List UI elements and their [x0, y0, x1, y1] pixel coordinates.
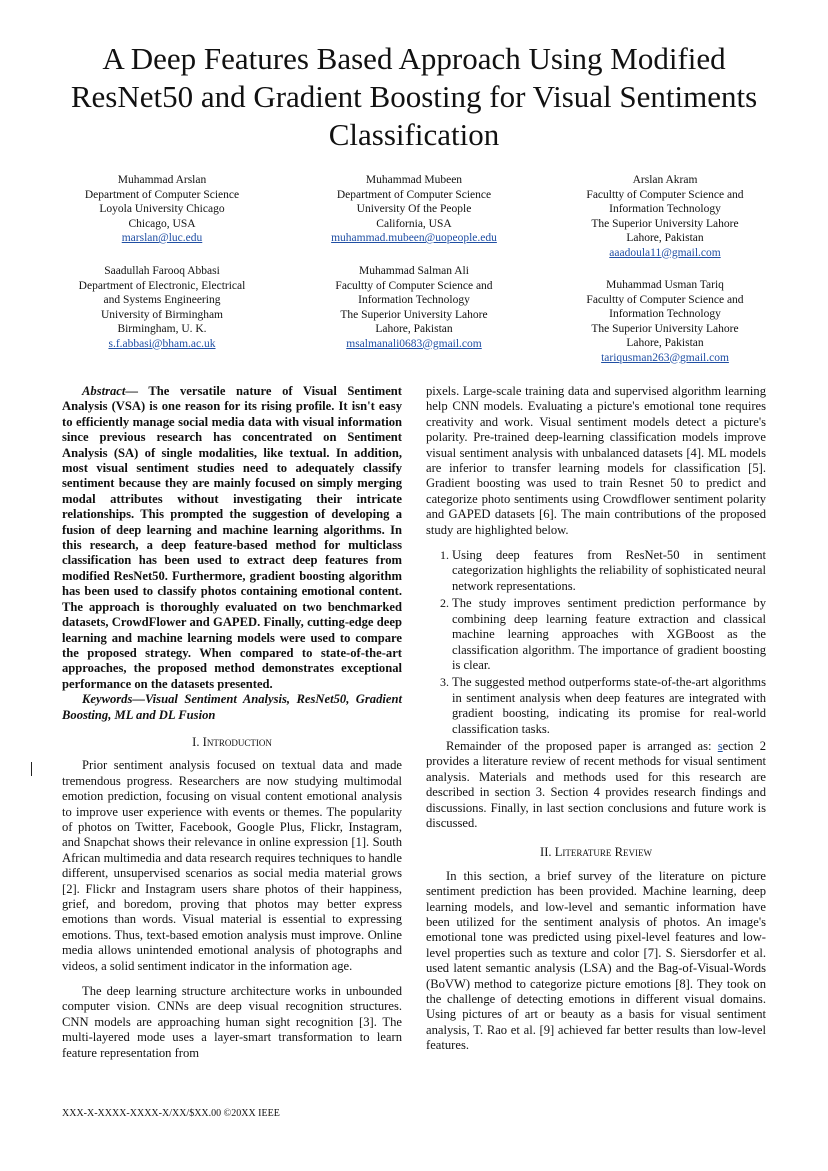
keywords: Keywords—Visual Sentiment Analysis, ResNet50, Gradient Boosting, ML and DL Fusion: [62, 692, 402, 722]
remainder-paragraph: [426, 739, 766, 831]
author-affiliation: Lahore, Pakistan: [375, 323, 453, 335]
author-affiliation: Facultty of Computer Science and: [586, 293, 744, 306]
author-block-6: [545, 278, 785, 365]
paper-title: A Deep Features Based Approach Using Modified ResNet50 and Gradient Boosting for Visual Sentiments Classification: [70, 41, 758, 152]
author-name: Saadullah Farooq Abbasi: [104, 265, 220, 277]
section-title: Literature Review: [554, 845, 652, 860]
author-affiliation: The Superior University Lahore: [591, 217, 739, 230]
intro-paragraph-2-continued: pixels. Large-scale training data and supervised algorithm learning help CNN models. Evaluating a picture's emotional tone requires creativity and work. Visual sentiment models detect a picture's polarity. Pre-trained deep-learning classification models improve visual sentiment analysis with unbalanced datasets [4]. ML models are inferior to transfer learning models for classification [5]. Gradient boosting was used to train Resnet 50 to predict and categorize photo sentiments using Crowdflower sentiment polarity and GAPED datasets [6]. The main contributions of the proposed study are highlighted below.: [426, 384, 766, 537]
section-heading-introduction: [62, 735, 402, 750]
list-item: 2. The study improves sentiment prediction performance by combining deep learning feature extraction and classical machine learning approaches with XGBoost as the classification algorithm. The importance of gradient boosting is clear.: [452, 596, 766, 673]
author-block-2: [294, 173, 534, 246]
author-name: Muhammad Arslan: [117, 174, 207, 186]
abstract-dash: —: [125, 384, 149, 398]
literature-paragraph-1: In this section, a brief survey of the literature on picture sentiment prediction has been provided. Machine learning, deep learning models, and low-level and semantic information have been utilized for the sentiment analysis of photos. An image's emotional tone was predicted using pixel-level features and low-level properties such as texture and color [7]. S. Siersdorfer et al. used latent semantic analysis (LSA) and the Bag-of-Visual-Words (BoVW) method to categorize picture emotions [8]. They took on the challenge of detecting emotions in different visual domains. Using pictures of art or beauty as a basis for visual sentiment analysis, T. Rao et al. [9] achieved far better results than low-level features.: [426, 868, 766, 1053]
author-affiliation: Lahore, Pakistan: [626, 337, 704, 349]
copyright-footer: XXX-X-XXXX-XXXX-X/XX/$XX.00 ©20XX IEEE: [62, 1108, 280, 1119]
right-column: [426, 384, 766, 1054]
section-heading-literature-review: [426, 845, 766, 860]
author-affiliation: and Systems Engineering: [103, 294, 221, 306]
section-link[interactable]: s: [717, 738, 723, 753]
intro-paragraph-1: Prior sentiment analysis focused on textual data and made tremendous progress. Researchers are now studying multimodal emotion prediction, focusing on visual content emotional analysis to improve user experience with events or themes. The popularity of photos on Twitter, Facebook, Google Plus, Flickr, Instagram, and Snapchat shows their relevance in online expression [1]. South African multimedia and data research requires techniques to handle different, unsupervised scenarios as social media material grows [2]. Flickr and Instagram users share photos of their happiness, grief, and boredom, proving that photos may better express emotions than words. Visual material is essential to expressing emotions. Thus, text-based emotion analysis must improve. Online media allows unintended emotional analysis of photographs and videos, a solid sentiment indicator in the information age.: [62, 758, 402, 973]
author-name: Muhammad Mubeen: [365, 174, 463, 186]
left-column: [62, 384, 402, 1061]
section-number: I.: [192, 734, 200, 749]
author-affiliation: University of Birmingham: [100, 308, 223, 321]
remainder-text-b: ection 2 provides a literature review of recent methods for visual sentiment analysis. Materials and methods used for this research are described in section 3. Section 4 provides research findings and discussions. Finally, in last section conclusions and future work is discussed.: [426, 738, 766, 830]
remainder-text-a: Remainder of the proposed paper is arranged as:: [446, 738, 718, 753]
author-affiliation: Loyola University Chicago: [99, 203, 225, 215]
author-name: Arslan Akram: [632, 174, 698, 186]
author-affiliation: Lahore, Pakistan: [626, 232, 704, 244]
author-affiliation: Facultty of Computer Science and: [335, 279, 493, 292]
author-affiliation: Chicago, USA: [128, 217, 196, 230]
revision-change-bar: [31, 762, 32, 776]
author-affiliation: Information Technology: [358, 294, 470, 306]
author-affiliation: University Of the People: [356, 203, 472, 215]
author-block-4: [42, 264, 282, 351]
list-item: 1. Using deep features from ResNet-50 in sentiment categorization highlights the reliability of sophisticated neural network representations.: [452, 548, 766, 594]
author-email-link[interactable]: msalmanali0683@gmail.com: [346, 337, 482, 350]
list-item: 3. The suggested method outperforms state-of-the-art algorithms in sentiment analysis when deep features are integrated with gradient boosting, indicating its promise for real-world classification tasks.: [452, 675, 766, 737]
author-affiliation: The Superior University Lahore: [591, 322, 739, 335]
author-affiliation: Birmingham, U. K.: [117, 323, 207, 335]
author-email-link[interactable]: s.f.abbasi@bham.ac.uk: [108, 337, 216, 350]
contributions-list: [426, 548, 766, 737]
author-email-link[interactable]: muhammad.mubeen@uopeople.edu: [331, 232, 497, 244]
author-affiliation: Department of Electronic, Electrical: [78, 279, 246, 292]
author-email-link[interactable]: marslan@luc.edu: [121, 232, 203, 244]
abstract-lead: Abstract: [82, 384, 126, 398]
intro-paragraph-2: The deep learning structure architecture works in unbounded computer vision. CNNs are deep visual recognition structures. CNN models are approaching human sight recognition [3]. The multi-layered mode uses a layer-smart transformation to learn feature representation from: [62, 984, 402, 1060]
author-affiliation: Facultty of Computer Science and: [586, 188, 744, 201]
section-number: II.: [540, 845, 552, 860]
abstract-text: The versatile nature of Visual Sentiment Analysis (VSA) is one reason for its rising profile. It isn't easy to efficiently manage social media data with visual information since previous research has concentrated on Sentiment Analysis (SA) of single modalities, like textual. In addition, most visual sentiment studies need to adequately classify sentiment because they are mainly focused on simply merging modal attributes without investigating their intricate relationships. This prompted the suggestion of developing a fusion of deep learning and machine learning algorithms. In this research, a deep feature-based method for multiclass classification has been used to extract deep features from modified ResNet50. Furthermore, gradient boosting algorithm has been used to classify photos containing emotional content. The approach is thoroughly evaluated on two benchmarked datasets, CrowdFlower and GAPED. Finally, cutting-edge deep learning and machine learning models were used to compare the proposed strategy. When compared to state-of-the-art approaches, the proposed method demonstrates exceptional performance on the datasets presented.: [62, 384, 402, 691]
author-email-link[interactable]: tariqusman263@gmail.com: [601, 351, 729, 364]
author-affiliation: Information Technology: [609, 203, 721, 215]
author-affiliation: Department of Computer Science: [84, 188, 240, 201]
author-email-link[interactable]: aaadoula11@gmail.com: [609, 246, 721, 259]
author-block-1: [42, 173, 282, 246]
abstract: [62, 384, 402, 692]
author-affiliation: Department of Computer Science: [336, 188, 492, 201]
author-block-3: [545, 173, 785, 260]
author-name: Muhammad Salman Ali: [359, 265, 469, 277]
author-name: Muhammad Usman Tariq: [606, 279, 724, 291]
author-affiliation: The Superior University Lahore: [340, 308, 488, 321]
author-affiliation: California, USA: [376, 217, 452, 230]
author-block-5: [294, 264, 534, 351]
author-affiliation: Information Technology: [609, 308, 721, 320]
section-title: Introduction: [202, 734, 272, 749]
